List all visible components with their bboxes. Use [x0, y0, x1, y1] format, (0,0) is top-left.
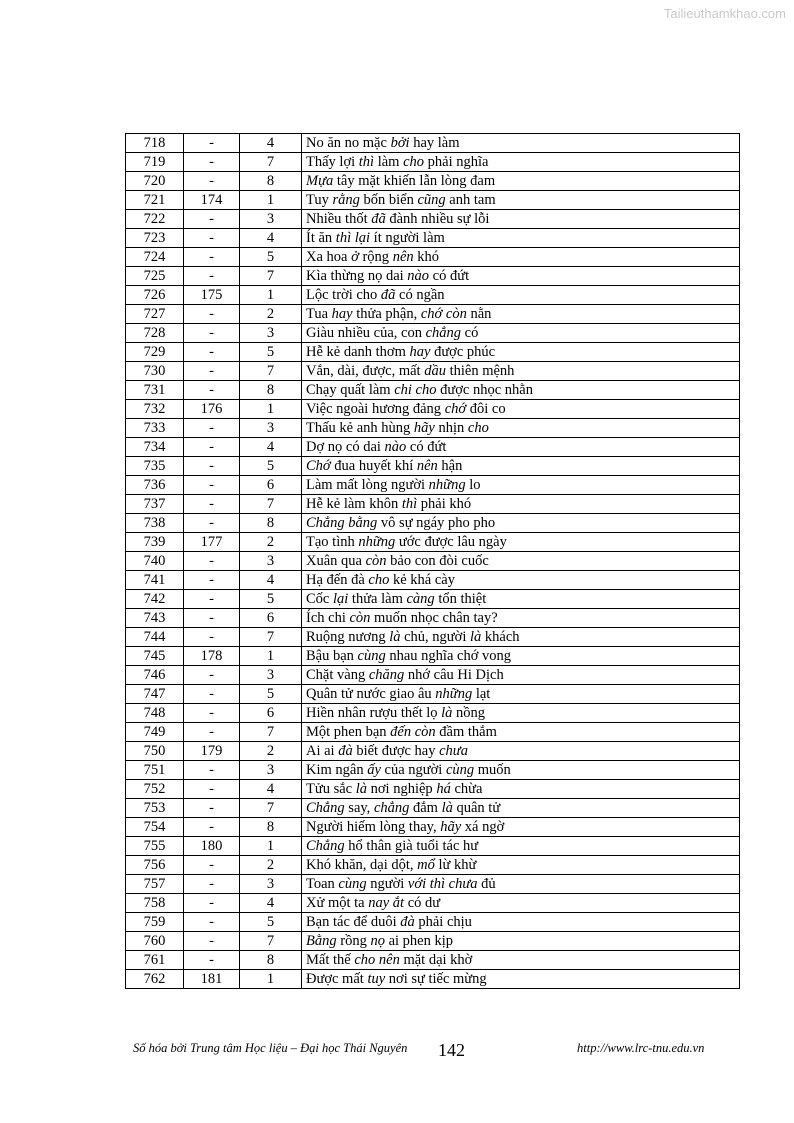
row-number-cell: 746 — [126, 666, 184, 685]
line-cell: 8 — [240, 951, 302, 970]
verse-cell: Làm mất lòng người những lo — [302, 476, 740, 495]
row-number-cell: 723 — [126, 229, 184, 248]
verse-cell: Khó khăn, dại dột, mổ lừ khừ — [302, 856, 740, 875]
row-number-cell: 750 — [126, 742, 184, 761]
verse-table — [125, 133, 740, 989]
line-cell: 7 — [240, 267, 302, 286]
verse-cell: Bạn tác để duôi đà phải chịu — [302, 913, 740, 932]
verse-cell: Bằng rồng nọ ai phen kịp — [302, 932, 740, 951]
table-row — [126, 761, 740, 780]
row-number-cell: 751 — [126, 761, 184, 780]
row-number-cell: 747 — [126, 685, 184, 704]
line-cell: 6 — [240, 704, 302, 723]
row-number-cell: 755 — [126, 837, 184, 856]
table-row — [126, 267, 740, 286]
verse-cell: Thấu kẻ anh hùng hãy nhịn cho — [302, 419, 740, 438]
row-number-cell: 759 — [126, 913, 184, 932]
line-cell: 8 — [240, 818, 302, 837]
table-row — [126, 134, 740, 153]
verse-cell: Thấy lợi thì làm cho phải nghĩa — [302, 153, 740, 172]
line-cell: 3 — [240, 552, 302, 571]
page-cell: - — [184, 761, 240, 780]
table-row — [126, 590, 740, 609]
page-cell: - — [184, 210, 240, 229]
row-number-cell: 748 — [126, 704, 184, 723]
watermark: Tailieuthamkhao.com — [663, 6, 786, 21]
line-cell: 3 — [240, 419, 302, 438]
table-row — [126, 647, 740, 666]
row-number-cell: 752 — [126, 780, 184, 799]
row-number-cell: 738 — [126, 514, 184, 533]
line-cell: 7 — [240, 628, 302, 647]
page-cell: - — [184, 856, 240, 875]
table-row — [126, 856, 740, 875]
page-cell: - — [184, 172, 240, 191]
verse-cell: Quân tử nước giao âu những lạt — [302, 685, 740, 704]
page-cell: - — [184, 362, 240, 381]
page-cell: - — [184, 134, 240, 153]
verse-cell: Chớ đua huyết khí nên hận — [302, 457, 740, 476]
line-cell: 5 — [240, 590, 302, 609]
table-row — [126, 210, 740, 229]
line-cell: 5 — [240, 457, 302, 476]
row-number-cell: 729 — [126, 343, 184, 362]
verse-cell: Cốc lại thửa làm càng tổn thiệt — [302, 590, 740, 609]
page-cell: - — [184, 951, 240, 970]
row-number-cell: 745 — [126, 647, 184, 666]
page-cell: - — [184, 381, 240, 400]
verse-cell: Xa hoa ở rộng nên khó — [302, 248, 740, 267]
table-row — [126, 742, 740, 761]
row-number-cell: 749 — [126, 723, 184, 742]
verse-cell: Người hiếm lòng thay, hãy xá ngờ — [302, 818, 740, 837]
row-number-cell: 762 — [126, 970, 184, 989]
verse-cell: Tuy rằng bốn biển cũng anh tam — [302, 191, 740, 210]
page-cell: 175 — [184, 286, 240, 305]
table-row — [126, 362, 740, 381]
verse-cell: Hạ đến đà cho kẻ khá cày — [302, 571, 740, 590]
page-cell: - — [184, 495, 240, 514]
verse-cell: Ai ai đà biết được hay chưa — [302, 742, 740, 761]
table-row — [126, 343, 740, 362]
verse-cell: Dợ nọ có dai nào có đứt — [302, 438, 740, 457]
table-row — [126, 191, 740, 210]
page-cell: - — [184, 932, 240, 951]
line-cell: 7 — [240, 495, 302, 514]
verse-cell: Ích chi còn muốn nhọc chân tay? — [302, 609, 740, 628]
table-row — [126, 381, 740, 400]
page-cell: - — [184, 229, 240, 248]
verse-cell: Bậu bạn cùng nhau nghĩa chớ vong — [302, 647, 740, 666]
line-cell: 7 — [240, 723, 302, 742]
verse-table-body — [126, 134, 740, 989]
page-cell: - — [184, 324, 240, 343]
page-cell: - — [184, 438, 240, 457]
table-row — [126, 476, 740, 495]
verse-cell: Xử một ta nay ắt có dư — [302, 894, 740, 913]
table-row — [126, 229, 740, 248]
verse-cell: Kìa thừng nọ dai nào có đứt — [302, 267, 740, 286]
table-row — [126, 951, 740, 970]
line-cell: 3 — [240, 210, 302, 229]
page-cell: - — [184, 875, 240, 894]
table-row — [126, 818, 740, 837]
row-number-cell: 758 — [126, 894, 184, 913]
table-row — [126, 248, 740, 267]
table-row — [126, 400, 740, 419]
table-row — [126, 894, 740, 913]
verse-cell: Chẳng bằng vô sự ngáy pho pho — [302, 514, 740, 533]
verse-cell: Tua hay thửa phận, chớ còn nằn — [302, 305, 740, 324]
table-row — [126, 837, 740, 856]
row-number-cell: 744 — [126, 628, 184, 647]
verse-cell: Ít ăn thì lại ít người làm — [302, 229, 740, 248]
line-cell: 3 — [240, 875, 302, 894]
verse-cell: Kim ngân ấy của người cùng muốn — [302, 761, 740, 780]
table-row — [126, 172, 740, 191]
verse-cell: Giàu nhiều của, con chẳng có — [302, 324, 740, 343]
page-cell: 181 — [184, 970, 240, 989]
verse-cell: Toan cùng người với thì chưa đủ — [302, 875, 740, 894]
line-cell: 4 — [240, 780, 302, 799]
line-cell: 8 — [240, 381, 302, 400]
table-row — [126, 913, 740, 932]
page-cell: - — [184, 267, 240, 286]
line-cell: 5 — [240, 913, 302, 932]
line-cell: 2 — [240, 533, 302, 552]
row-number-cell: 731 — [126, 381, 184, 400]
page-cell: - — [184, 514, 240, 533]
row-number-cell: 754 — [126, 818, 184, 837]
page-cell: - — [184, 248, 240, 267]
verse-cell: Hiền nhân rượu thết lọ là nồng — [302, 704, 740, 723]
page-cell: - — [184, 723, 240, 742]
verse-cell: Hễ kẻ danh thơm hay được phúc — [302, 343, 740, 362]
page-cell: - — [184, 476, 240, 495]
page-cell: 174 — [184, 191, 240, 210]
verse-cell: Tửu sắc là nơi nghiệp há chừa — [302, 780, 740, 799]
page-cell: - — [184, 913, 240, 932]
line-cell: 2 — [240, 856, 302, 875]
table-row — [126, 514, 740, 533]
page-cell: 178 — [184, 647, 240, 666]
page-cell: - — [184, 685, 240, 704]
page-cell: - — [184, 704, 240, 723]
page-cell: - — [184, 343, 240, 362]
verse-cell: Hễ kẻ làm khôn thì phải khó — [302, 495, 740, 514]
row-number-cell: 718 — [126, 134, 184, 153]
line-cell: 3 — [240, 761, 302, 780]
page-cell: - — [184, 590, 240, 609]
page-cell: - — [184, 799, 240, 818]
table-row — [126, 685, 740, 704]
line-cell: 4 — [240, 229, 302, 248]
table-row — [126, 780, 740, 799]
line-cell: 6 — [240, 609, 302, 628]
row-number-cell: 720 — [126, 172, 184, 191]
line-cell: 7 — [240, 153, 302, 172]
page-cell: - — [184, 571, 240, 590]
page-cell: - — [184, 609, 240, 628]
row-number-cell: 743 — [126, 609, 184, 628]
row-number-cell: 757 — [126, 875, 184, 894]
line-cell: 2 — [240, 742, 302, 761]
line-cell: 7 — [240, 799, 302, 818]
table-row — [126, 970, 740, 989]
row-number-cell: 734 — [126, 438, 184, 457]
row-number-cell: 756 — [126, 856, 184, 875]
row-number-cell: 732 — [126, 400, 184, 419]
line-cell: 4 — [240, 438, 302, 457]
table-row — [126, 305, 740, 324]
table-row — [126, 666, 740, 685]
verse-cell: Ruộng nương là chủ, người là khách — [302, 628, 740, 647]
table-row — [126, 799, 740, 818]
page-cell: - — [184, 894, 240, 913]
table-row — [126, 324, 740, 343]
line-cell: 1 — [240, 400, 302, 419]
page-cell: 177 — [184, 533, 240, 552]
page-cell: - — [184, 419, 240, 438]
row-number-cell: 719 — [126, 153, 184, 172]
row-number-cell: 737 — [126, 495, 184, 514]
row-number-cell: 726 — [126, 286, 184, 305]
line-cell: 8 — [240, 514, 302, 533]
line-cell: 7 — [240, 362, 302, 381]
row-number-cell: 760 — [126, 932, 184, 951]
page-cell: - — [184, 666, 240, 685]
line-cell: 2 — [240, 305, 302, 324]
page-cell: - — [184, 818, 240, 837]
verse-cell: Chẳng say, chẳng đắm là quân tử — [302, 799, 740, 818]
table-row — [126, 628, 740, 647]
row-number-cell: 740 — [126, 552, 184, 571]
row-number-cell: 722 — [126, 210, 184, 229]
row-number-cell: 721 — [126, 191, 184, 210]
verse-cell: Chẳng hổ thân già tuổi tác hư — [302, 837, 740, 856]
line-cell: 5 — [240, 248, 302, 267]
row-number-cell: 761 — [126, 951, 184, 970]
line-cell: 4 — [240, 571, 302, 590]
table-row — [126, 609, 740, 628]
verse-cell: Vắn, dài, được, mất dầu thiên mệnh — [302, 362, 740, 381]
table-row — [126, 552, 740, 571]
line-cell: 1 — [240, 837, 302, 856]
row-number-cell: 730 — [126, 362, 184, 381]
row-number-cell: 741 — [126, 571, 184, 590]
line-cell: 1 — [240, 191, 302, 210]
table-row — [126, 153, 740, 172]
line-cell: 1 — [240, 647, 302, 666]
verse-cell: Mựa tây mặt khiến lẫn lòng đam — [302, 172, 740, 191]
line-cell: 5 — [240, 685, 302, 704]
row-number-cell: 728 — [126, 324, 184, 343]
line-cell: 3 — [240, 666, 302, 685]
line-cell: 1 — [240, 970, 302, 989]
table-row — [126, 704, 740, 723]
line-cell: 6 — [240, 476, 302, 495]
page-cell: 180 — [184, 837, 240, 856]
line-cell: 7 — [240, 932, 302, 951]
line-cell: 4 — [240, 894, 302, 913]
row-number-cell: 739 — [126, 533, 184, 552]
table-row — [126, 438, 740, 457]
table-row — [126, 875, 740, 894]
table-row — [126, 723, 740, 742]
table-row — [126, 457, 740, 476]
footer-source: Số hóa bởi Trung tâm Học liệu – Đại học Thái Nguyên — [133, 1041, 408, 1055]
verse-cell: Nhiều thốt đã đành nhiều sự lỗi — [302, 210, 740, 229]
table-row — [126, 286, 740, 305]
line-cell: 8 — [240, 172, 302, 191]
verse-cell: Xuân qua còn bảo con đòi cuốc — [302, 552, 740, 571]
verse-cell: No ăn no mặc bởi hay làm — [302, 134, 740, 153]
row-number-cell: 727 — [126, 305, 184, 324]
verse-cell: Chặt vàng chăng nhớ câu Hi Dịch — [302, 666, 740, 685]
verse-cell: Lộc trời cho đã có ngần — [302, 286, 740, 305]
table-row — [126, 932, 740, 951]
verse-cell: Mất thế cho nên mặt dại khờ — [302, 951, 740, 970]
page-number: 142 — [438, 1040, 465, 1060]
page-cell: 179 — [184, 742, 240, 761]
line-cell: 5 — [240, 343, 302, 362]
line-cell: 4 — [240, 134, 302, 153]
table-row — [126, 533, 740, 552]
verse-cell: Chạy quất làm chi cho được nhọc nhằn — [302, 381, 740, 400]
page-cell: - — [184, 305, 240, 324]
verse-cell: Việc ngoài hương đảng chớ đôi co — [302, 400, 740, 419]
page-cell: 176 — [184, 400, 240, 419]
page-cell: - — [184, 628, 240, 647]
page-cell: - — [184, 552, 240, 571]
row-number-cell: 753 — [126, 799, 184, 818]
row-number-cell: 733 — [126, 419, 184, 438]
row-number-cell: 735 — [126, 457, 184, 476]
table-row — [126, 571, 740, 590]
row-number-cell: 724 — [126, 248, 184, 267]
row-number-cell: 736 — [126, 476, 184, 495]
page-cell: - — [184, 780, 240, 799]
table-row — [126, 419, 740, 438]
verse-cell: Được mất tuy nơi sự tiếc mừng — [302, 970, 740, 989]
row-number-cell: 725 — [126, 267, 184, 286]
line-cell: 1 — [240, 286, 302, 305]
footer-url: http://www.lrc-tnu.edu.vn — [577, 1041, 705, 1055]
page-cell: - — [184, 153, 240, 172]
verse-cell: Tạo tình những ước được lâu ngày — [302, 533, 740, 552]
line-cell: 3 — [240, 324, 302, 343]
verse-cell: Một phen bạn đến còn đầm thắm — [302, 723, 740, 742]
page-cell: - — [184, 457, 240, 476]
row-number-cell: 742 — [126, 590, 184, 609]
table-row — [126, 495, 740, 514]
